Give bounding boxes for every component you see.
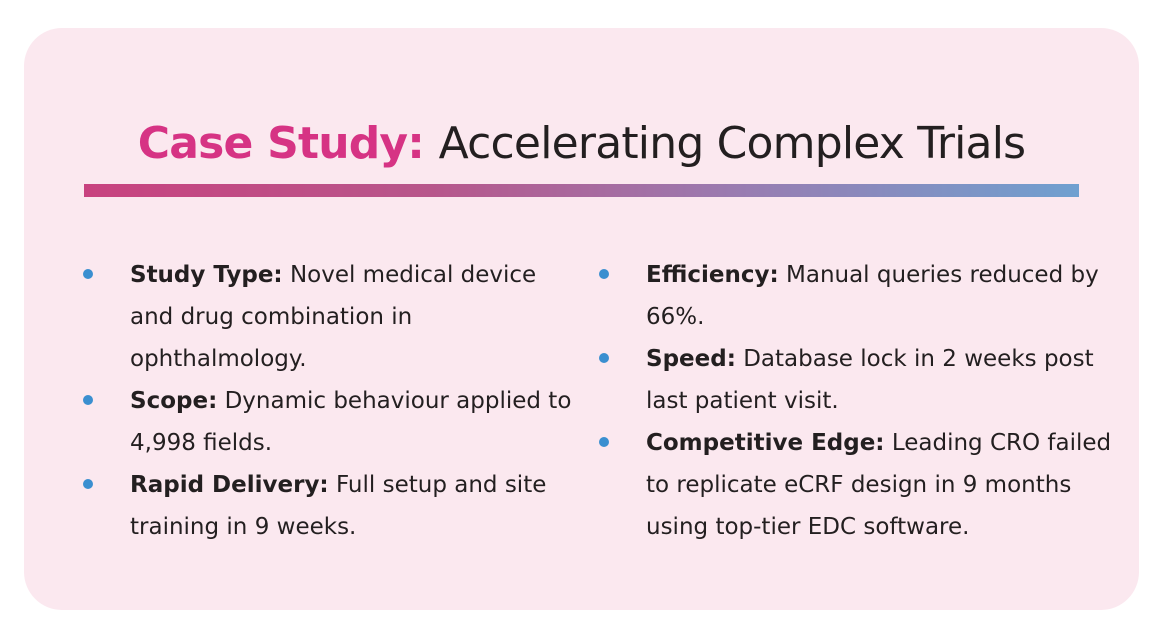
right-bullet-list [622,254,1112,548]
bullet-dot-icon [83,479,93,489]
left-bullet-list [106,254,586,548]
list-item-competitive-edge [622,422,1112,548]
list-item-speed [622,338,1112,422]
bullet-dot-icon [83,269,93,279]
list-item-rapid-delivery [106,464,586,548]
bullet-dot-icon [599,353,609,363]
title-main: Accelerating Complex Trials [438,118,1026,169]
item-text: Leading CRO failed to replicate eCRF design in 9 months using top-tier EDC software. [646,430,1112,540]
title-accent: Case Study: [137,118,425,169]
item-label: Scope: [130,388,218,414]
bullet-dot-icon [599,269,609,279]
item-text: Database lock in 2 weeks post last patient visit. [646,346,1094,414]
item-text: Full setup and site training in 9 weeks. [130,472,547,540]
item-text: Dynamic behaviour applied to 4,998 fields. [130,388,572,456]
case-study-card [24,28,1139,610]
list-item-scope [106,380,586,464]
page-title [24,116,1139,172]
bullet-dot-icon [83,395,93,405]
gradient-divider [84,184,1079,197]
bullet-dot-icon [599,437,609,447]
item-label: Speed: [646,346,736,372]
item-text: Novel medical device and drug combination in ophthalmology. [130,262,537,372]
item-label: Rapid Delivery: [130,472,329,498]
item-label: Competitive Edge: [646,430,885,456]
item-label: Efficiency: [646,262,779,288]
list-item-study-type [106,254,586,380]
list-item-efficiency [622,254,1112,338]
item-label: Study Type: [130,262,283,288]
item-text: Manual queries reduced by 66%. [646,262,1099,330]
